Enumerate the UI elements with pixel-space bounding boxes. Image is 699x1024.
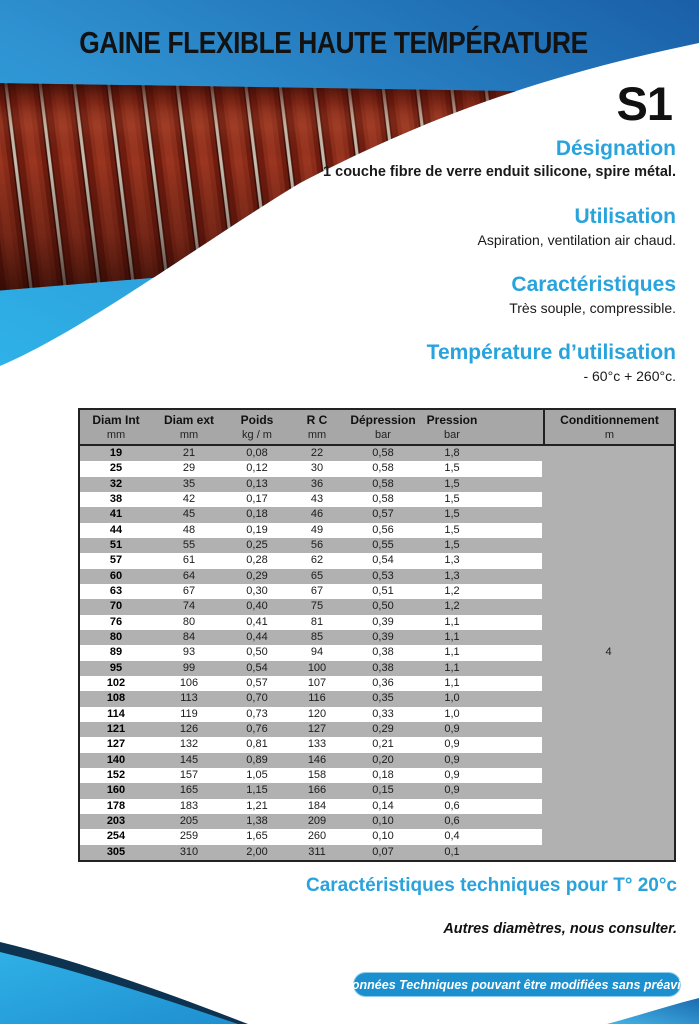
table-cell: 0,14 xyxy=(372,799,394,812)
table-cell: 0,39 xyxy=(372,631,394,644)
table-cell: 0,12 xyxy=(246,462,268,475)
table-cell: 0,58 xyxy=(372,447,394,460)
table-cell: 29 xyxy=(182,462,196,475)
table-cell: 64 xyxy=(182,569,196,582)
table-cell: 38 xyxy=(109,493,123,506)
table-cell: 74 xyxy=(182,600,196,613)
table-cell: 0,33 xyxy=(372,707,394,720)
column-label: R C xyxy=(306,412,328,427)
table-cell: 0,13 xyxy=(246,477,268,490)
table-cell: 0,6 xyxy=(444,815,460,828)
table-row xyxy=(80,507,674,522)
column-header xyxy=(80,410,152,444)
table-cell: 184 xyxy=(307,799,327,812)
table-row xyxy=(80,707,674,722)
table-row xyxy=(80,722,674,737)
table-cell: 126 xyxy=(179,723,199,736)
table-cell: 42 xyxy=(182,493,196,506)
table-cell: 310 xyxy=(179,845,199,858)
table-cell: 1,1 xyxy=(444,677,460,690)
table-cell: 0,10 xyxy=(372,830,394,843)
table-cell: 1,5 xyxy=(444,523,460,536)
table-cell: 44 xyxy=(109,523,123,536)
table-row xyxy=(80,691,674,706)
table-cell: 0,20 xyxy=(372,753,394,766)
spec-sections xyxy=(256,138,676,410)
disclaimer-text: Données Techniques pouvant être modifiées sans préavis. xyxy=(342,977,692,992)
section-caracteristiques xyxy=(256,274,676,317)
table-cell: 0,29 xyxy=(372,723,394,736)
section-temperature xyxy=(256,342,676,385)
table-cell: 0,54 xyxy=(372,554,394,567)
table-cell: 0,50 xyxy=(246,646,268,659)
table-cell: 178 xyxy=(106,799,126,812)
table-row xyxy=(80,799,674,814)
table-cell: 0,58 xyxy=(372,477,394,490)
table-cell: 0,29 xyxy=(246,569,268,582)
table-cell: 19 xyxy=(109,447,123,460)
table-cell: 0,58 xyxy=(372,493,394,506)
table-cell: 0,15 xyxy=(372,784,394,797)
table-cell: 0,57 xyxy=(246,677,268,690)
table-cell: 2,00 xyxy=(246,845,268,858)
table-cell: 80 xyxy=(182,615,196,628)
table-cell: 116 xyxy=(308,692,326,705)
table-cell: 0,54 xyxy=(246,661,268,674)
table-cell: 0,18 xyxy=(372,769,394,782)
table-cell: 132 xyxy=(179,738,199,751)
table-cell: 0,44 xyxy=(246,631,268,644)
table-cell: 0,18 xyxy=(246,508,268,521)
table-cell: 114 xyxy=(107,707,125,720)
table-cell: 75 xyxy=(310,600,324,613)
table-cell: 22 xyxy=(310,447,324,460)
table-row xyxy=(80,753,674,768)
column-header xyxy=(288,410,346,444)
table-cell: 57 xyxy=(109,554,123,567)
table-cell: 0,9 xyxy=(444,769,460,782)
table-body xyxy=(80,446,674,860)
table-cell: 108 xyxy=(106,692,126,705)
section-heading: Utilisation xyxy=(574,205,676,228)
table-row xyxy=(80,630,674,645)
table-row xyxy=(80,845,674,860)
table-cell: 0,08 xyxy=(246,447,268,460)
section-heading: Désignation xyxy=(555,137,676,160)
table-cell: 305 xyxy=(106,845,126,858)
table-cell: 0,30 xyxy=(246,585,268,598)
table-cell: 1,0 xyxy=(444,707,460,720)
table-row xyxy=(80,461,674,476)
table-cell: 0,9 xyxy=(444,753,460,766)
table-cell: 102 xyxy=(106,677,126,690)
table-cell: 145 xyxy=(179,753,199,766)
column-header xyxy=(226,410,288,444)
table-cell: 95 xyxy=(109,661,123,674)
section-text: Très souple, compressible. xyxy=(509,300,676,316)
table-row xyxy=(80,538,674,553)
table-cell: 165 xyxy=(179,784,199,797)
table-cell: 133 xyxy=(307,738,327,751)
table-row xyxy=(80,814,674,829)
conditionnement-value: 4 xyxy=(605,646,612,659)
table-cell: 21 xyxy=(182,447,196,460)
table-row xyxy=(80,569,674,584)
table-cell: 127 xyxy=(307,723,327,736)
table-cell: 85 xyxy=(310,631,324,644)
column-unit: kg / m xyxy=(242,428,272,441)
disclaimer-pill xyxy=(342,972,692,997)
table-cell: 1,5 xyxy=(444,493,460,506)
table-row xyxy=(80,615,674,630)
table-cell: 1,1 xyxy=(444,615,460,628)
table-cell: 0,10 xyxy=(372,815,394,828)
table-cell: 106 xyxy=(179,677,199,690)
table-row xyxy=(80,661,674,676)
column-header xyxy=(420,410,484,444)
table-cell: 1,1 xyxy=(444,661,460,674)
table-cell: 0,56 xyxy=(372,523,394,536)
section-text: 1 couche fibre de verre enduit silicone, spire métal. xyxy=(323,164,676,180)
table-cell: 157 xyxy=(179,769,199,782)
table-cell: 0,50 xyxy=(372,600,394,613)
table-cell: 25 xyxy=(109,462,123,475)
table-cell: 259 xyxy=(179,830,199,843)
table-cell: 0,81 xyxy=(246,738,268,751)
table-cell: 311 xyxy=(308,845,326,858)
table-cell: 0,38 xyxy=(372,661,394,674)
table-cell: 0,76 xyxy=(246,723,268,736)
table-row xyxy=(80,492,674,507)
table-cell: 209 xyxy=(307,815,327,828)
section-text: - 60°c + 260°c. xyxy=(583,368,676,384)
column-header xyxy=(543,410,674,444)
table-cell: 183 xyxy=(179,799,199,812)
table-cell: 41 xyxy=(109,508,123,521)
table-cell: 146 xyxy=(307,753,327,766)
column-label: Conditionnement xyxy=(560,412,659,427)
table-cell: 60 xyxy=(109,569,123,582)
table-cell: 113 xyxy=(180,692,198,705)
table-cell: 1,38 xyxy=(246,815,268,828)
table-cell: 84 xyxy=(182,631,196,644)
table-cell: 1,5 xyxy=(444,539,460,552)
table-cell: 1,2 xyxy=(444,585,460,598)
column-label: Pression xyxy=(426,412,478,427)
table-cell: 107 xyxy=(307,677,327,690)
table-cell: 120 xyxy=(307,707,327,720)
table-cell: 0,57 xyxy=(372,508,394,521)
table-cell: 1,8 xyxy=(444,447,460,460)
table-cell: 100 xyxy=(307,661,327,674)
table-cell: 61 xyxy=(182,554,196,567)
column-header xyxy=(346,410,420,444)
table-cell: 70 xyxy=(109,600,123,613)
table-cell: 0,35 xyxy=(372,692,394,705)
table-row xyxy=(80,584,674,599)
table-cell: 36 xyxy=(310,477,324,490)
column-header xyxy=(152,410,226,444)
table-cell: 81 xyxy=(310,615,324,628)
table-cell: 99 xyxy=(182,661,196,674)
table-cell: 127 xyxy=(106,738,126,751)
table-cell: 260 xyxy=(307,830,327,843)
table-cell: 49 xyxy=(310,523,324,536)
section-heading: Température d’utilisation xyxy=(426,341,676,364)
table-row xyxy=(80,645,674,660)
table-cell: 0,19 xyxy=(246,523,268,536)
table-cell: 205 xyxy=(179,815,199,828)
table-header xyxy=(80,410,674,446)
table-cell: 1,65 xyxy=(246,830,268,843)
column-unit: mm xyxy=(106,428,126,441)
table-cell: 0,36 xyxy=(372,677,394,690)
table-row xyxy=(80,523,674,538)
table-cell: 35 xyxy=(182,477,196,490)
table-cell: 0,51 xyxy=(372,585,394,598)
table-cell: 65 xyxy=(310,569,324,582)
table-row xyxy=(80,737,674,752)
table-cell: 0,89 xyxy=(246,753,268,766)
column-unit: mm xyxy=(179,428,199,441)
table-cell: 1,3 xyxy=(444,569,460,582)
table-cell: 1,1 xyxy=(444,631,460,644)
table-cell: 89 xyxy=(109,646,123,659)
table-cell: 1,2 xyxy=(444,600,460,613)
bottom-right-swoosh xyxy=(607,998,699,1024)
table-cell: 1,05 xyxy=(246,769,268,782)
table-cell: 0,21 xyxy=(372,738,394,751)
table-cell: 0,70 xyxy=(246,692,268,705)
table-cell: 93 xyxy=(182,646,196,659)
table-row xyxy=(80,446,674,461)
table-cell: 62 xyxy=(310,554,324,567)
table-cell: 160 xyxy=(106,784,126,797)
section-text: Aspiration, ventilation air chaud. xyxy=(477,232,676,248)
table-cell: 254 xyxy=(106,830,126,843)
table-cell: 32 xyxy=(109,477,123,490)
page-title: GAINE FLEXIBLE HAUTE TEMPÉRATURE xyxy=(79,25,588,60)
table-row xyxy=(80,829,674,844)
column-unit: mm xyxy=(307,428,327,441)
column-unit: bar xyxy=(375,428,391,441)
table-row xyxy=(80,768,674,783)
table-cell: 0,6 xyxy=(444,799,460,812)
table-cell: 0,25 xyxy=(246,539,268,552)
table-cell: 0,38 xyxy=(372,646,394,659)
table-cell: 63 xyxy=(109,585,123,598)
table-cell: 1,3 xyxy=(444,554,460,567)
table-cell: 1,5 xyxy=(444,508,460,521)
column-label: Dépression xyxy=(350,412,416,427)
table-cell: 94 xyxy=(310,646,324,659)
table-cell: 56 xyxy=(310,539,324,552)
table-cell: 0,55 xyxy=(372,539,394,552)
section-designation xyxy=(256,138,676,181)
table-cell: 119 xyxy=(180,707,198,720)
table-cell: 0,9 xyxy=(444,738,460,751)
section-heading: Caractéristiques xyxy=(511,273,676,296)
table-row xyxy=(80,477,674,492)
table-cell: 0,07 xyxy=(372,845,394,858)
table-cell: 80 xyxy=(109,631,123,644)
table-cell: 76 xyxy=(109,615,123,628)
section-utilisation xyxy=(256,206,676,249)
spec-table xyxy=(78,408,676,862)
table-row xyxy=(80,783,674,798)
footer-note-title: Caractéristiques techniques pour T° 20°c xyxy=(305,875,677,896)
table-cell: 203 xyxy=(106,815,126,828)
table-cell: 67 xyxy=(182,585,196,598)
table-cell: 0,1 xyxy=(444,845,460,858)
table-cell: 55 xyxy=(182,539,196,552)
table-cell: 1,5 xyxy=(444,462,460,475)
table-cell: 30 xyxy=(310,462,324,475)
column-unit: m xyxy=(604,428,615,441)
table-cell: 0,73 xyxy=(246,707,268,720)
table-cell: 0,28 xyxy=(246,554,268,567)
table-cell: 43 xyxy=(310,493,324,506)
table-cell: 0,9 xyxy=(444,784,460,797)
table-cell: 1,15 xyxy=(246,784,268,797)
table-cell: 0,17 xyxy=(246,493,268,506)
column-label: Poids xyxy=(240,412,274,427)
table-row xyxy=(80,599,674,614)
table-cell: 51 xyxy=(109,539,123,552)
table-cell: 45 xyxy=(182,508,196,521)
table-cell: 1,21 xyxy=(246,799,268,812)
table-cell: 46 xyxy=(310,508,324,521)
table-row xyxy=(80,676,674,691)
table-cell: 1,1 xyxy=(444,646,460,659)
table-cell: 152 xyxy=(106,769,126,782)
table-row xyxy=(80,553,674,568)
product-code: S1 xyxy=(616,77,672,130)
table-cell: 158 xyxy=(307,769,327,782)
footer-note-secondary: Autres diamètres, nous consulter. xyxy=(443,921,677,937)
table-cell: 0,53 xyxy=(372,569,394,582)
table-cell: 166 xyxy=(307,784,327,797)
bottom-left-swoosh xyxy=(0,932,260,1024)
table-cell: 0,9 xyxy=(444,723,460,736)
column-label: Diam Int xyxy=(92,412,140,427)
column-unit: bar xyxy=(444,428,460,441)
table-cell: 0,39 xyxy=(372,615,394,628)
table-cell: 1,5 xyxy=(444,477,460,490)
column-label: Diam ext xyxy=(163,412,215,427)
table-cell: 121 xyxy=(106,723,126,736)
table-cell: 0,41 xyxy=(246,615,268,628)
table-cell: 0,4 xyxy=(444,830,460,843)
table-cell: 67 xyxy=(310,585,324,598)
table-cell: 48 xyxy=(182,523,196,536)
table-cell: 0,58 xyxy=(372,462,394,475)
table-cell: 1,0 xyxy=(444,692,460,705)
table-cell: 140 xyxy=(106,753,126,766)
table-cell: 0,40 xyxy=(246,600,268,613)
